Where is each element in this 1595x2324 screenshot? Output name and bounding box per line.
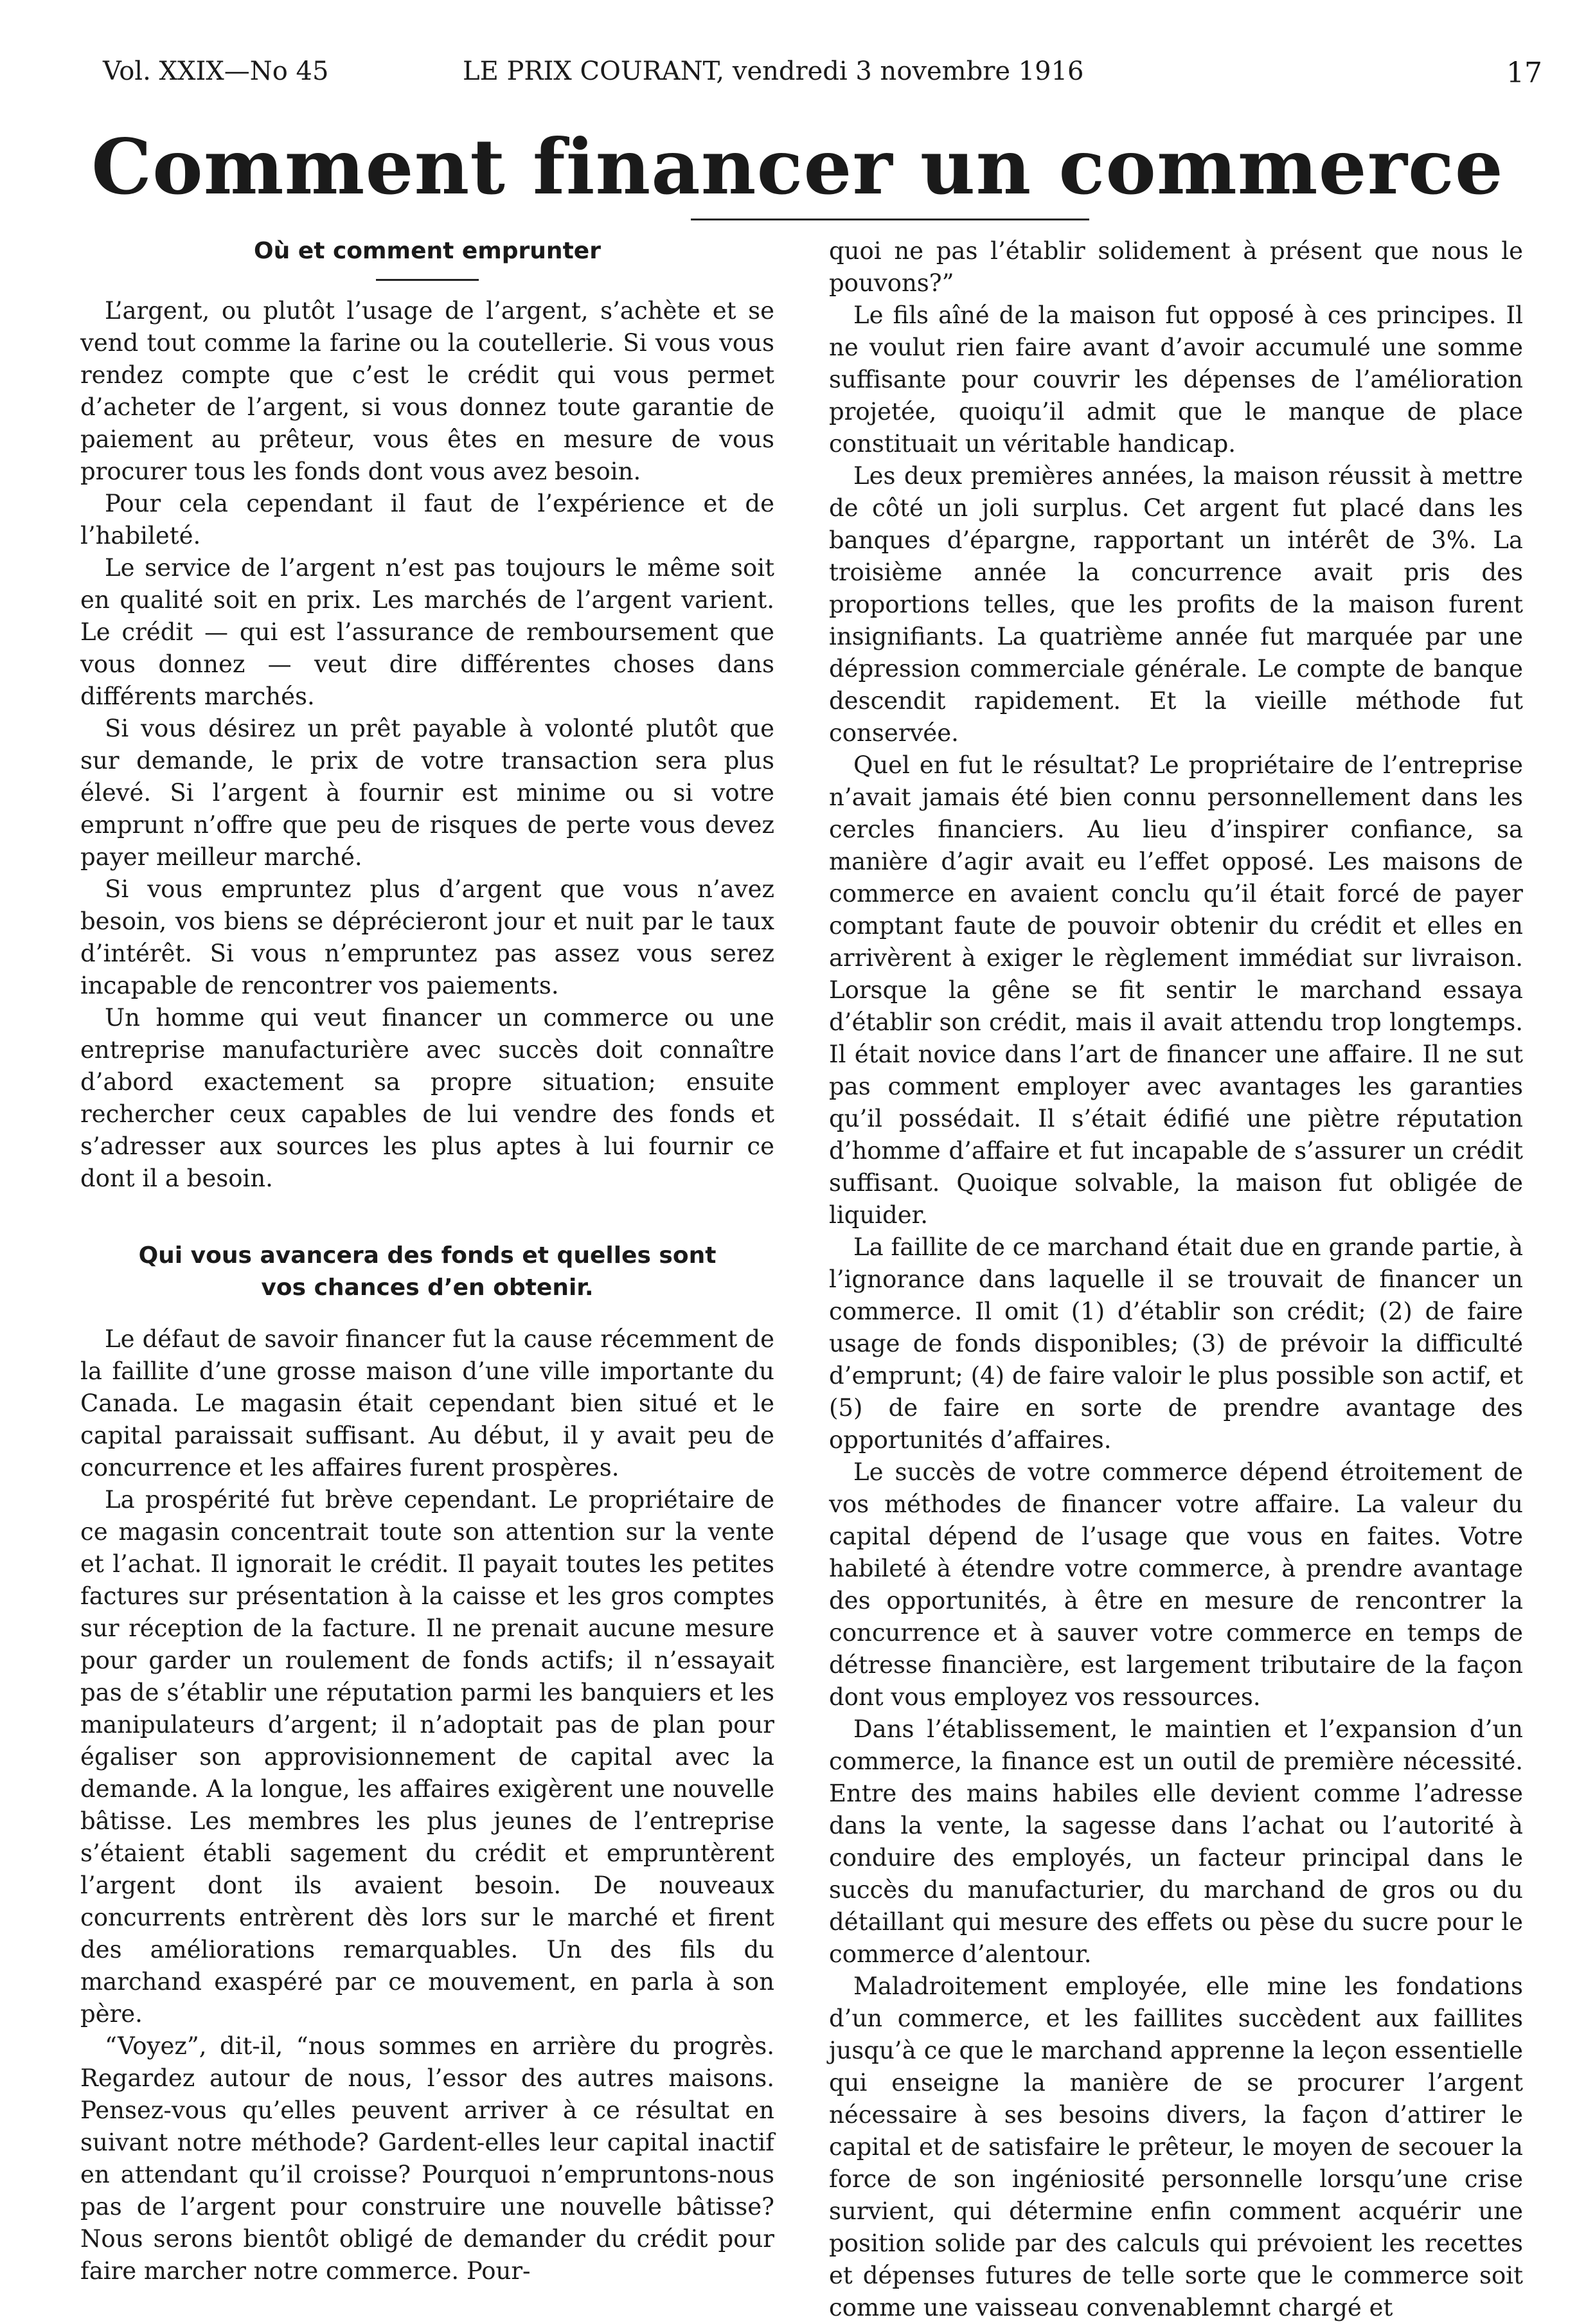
section-heading-where-to-borrow: Où et comment emprunter <box>254 238 601 264</box>
paragraph: Le fils aîné de la maison fut opposé à ces principes. Il ne voulut rien faire avant d’avoir accumulé une somme suffisante pour couvrir les dépenses de l’amélioration projetée, quoiqu’il admit que le manque de place constituait un véritable handicap. <box>829 301 1523 458</box>
article-title: Comment financer un commerce <box>91 122 1504 211</box>
paragraph: “Voyez”, dit-il, “nous sommes en arrière du progrès. Regardez autour de nous, l’essor des autres maisons. Pensez-vous qu’elles peuvent arriver à ce résultat en suivant notre méthode? Gardent-elles leur capital inactif en attendant qu’il croisse? Pourquoi n’empruntons-nous pas de l’argent pour construire une nouvelle bâtisse? Nous serons bientôt obligé de demander du crédit pour faire marcher notre commerce. Pour- <box>80 2032 774 2285</box>
paragraph: Le service de l’argent n’est pas toujours le même soit en qualité soit en prix. Les marchés de l’argent varient. Le crédit — qui est l’assurance de remboursement que vous donnez — veut dire différentes choses dans différents marchés. <box>80 554 774 710</box>
publication-line: LE PRIX COURANT, vendredi 3 novembre 1916 <box>463 57 1084 86</box>
paragraph: Le défaut de savoir financer fut la cause récemment de la faillite d’une grosse maison d’une ville importante du Canada. Le magasin était cependant bien situé et le capital paraissait suffisant. Au début, il y avait peu de concurrence et les affaires furent prospères. <box>80 1325 774 1481</box>
paragraph: Quel en fut le résultat? Le propriétaire de l’entreprise n’avait jamais été bien connu personnellement dans les cercles financiers. Au lieu d’inspirer confiance, sa manière d’agir avait eu l’effet opposé. Les maisons de commerce en avaient conclu qu’il était forcé de payer comptant faute de pouvoir obtenir du crédit et elles en arrivèrent à exiger le règlement immédiat sur livraison. Lorsque la gêne se fit sentir le marchand essaya d’établir son crédit, mais il avait attendu trop longtemps. Il était novice dans l’art de financer une affaire. Il ne sut pas comment employer avec avantages les garanties qu’il possédait. Il s’était édifié une piètre réputation d’homme d’affaire et fut incapable de s’assurer un crédit suffisant. Quoique solvable, la maison fut obligée de liquider. <box>829 751 1523 1229</box>
paragraph: Si vous empruntez plus d’argent que vous n’avez besoin, vos biens se déprécieront jour et nuit par le taux d’intérêt. Si vous n’empruntez pas assez vous serez incapable de rencontrer vos paiements. <box>80 875 774 999</box>
right-column <box>829 235 1523 2324</box>
paragraph: Un homme qui veut financer un commerce ou une entreprise manufacturière avec succès doit connaître d’abord exactement sa propre situation; ensuite rechercher ceux capables de lui vendre des fonds et s’adresser aux sources les plus aptes à lui fournir ce dont il a besoin. <box>80 1004 774 1192</box>
paragraph: Dans l’établissement, le maintien et l’expansion d’un commerce, la finance est un outil de première nécessité. Entre des mains habiles elle devient comme l’adresse dans la vente, la sagesse dans l’achat ou l’autorité à conduire des employés, un facteur principal dans le succès du manufacturier, du marchand de gros ou du détaillant qui mesure des effets ou pèse du sucre pour le commerce d’alentour. <box>829 1715 1523 1968</box>
paragraph: L’argent, ou plutôt l’usage de l’argent, s’achète et se vend tout comme la farine ou la coutellerie. Si vous vous rendez compte que c’est le crédit qui vous permet d’acheter de l’argent, si vous donnez toute garantie de paiement au prêteur, vous êtes en mesure de vous procurer tous les fonds dont vous avez besoin. <box>80 297 774 485</box>
left-column <box>80 235 774 2287</box>
section-heading-who-will-lend: Qui vous avancera des fonds et quelles sont vos chances d’en obtenir. <box>138 1242 717 1301</box>
volume-number: Vol. XXIX—No 45 <box>103 57 329 86</box>
title-divider <box>691 219 1089 220</box>
paragraph: Les deux premières années, la maison réussit à mettre de côté un joli surplus. Cet argent fut placé dans les banques d’épargne, rapportant un intérêt de 3%. La troisième année la concurrence avait pris des proportions telles, que les profits de la maison furent insignifiants. La quatrième année fut marquée par une dépression commerciale générale. Le compte de banque descendit rapidement. Et la vieille méthode fut conservée. <box>829 462 1523 747</box>
paragraph: Si vous désirez un prêt payable à volonté plutôt que sur demande, le prix de votre transaction sera plus élevé. Si l’argent à fournir est minime ou si votre emprunt n’offre que peu de risques de perte vous devez payer meilleur marché. <box>80 715 774 871</box>
page-header <box>103 57 1542 95</box>
paragraph-continued: quoi ne pas l’établir solidement à présent que nous le pouvons?” <box>829 237 1523 297</box>
paragraph: Le succès de votre commerce dépend étroitement de vos méthodes de financer votre affaire. La valeur du capital dépend de l’usage que vous en faites. Votre habileté à étendre votre commerce, à prendre avantage des opportunités, à être en mesure de rencontrer la concurrence et à sauver votre commerce en temps de détresse financière, est largement tributaire de la façon dont vous employez vos ressources. <box>829 1458 1523 1711</box>
page-number: 17 <box>1506 57 1542 89</box>
paragraph: Pour cela cependant il faut de l’expérience et de l’habileté. <box>80 490 774 550</box>
paragraph: Maladroitement employée, elle mine les fondations d’un commerce, et les faillites succèdent aux faillites jusqu’à ce que le marchand apprenne la leçon essentielle qui enseigne la manière de se procurer l’argent nécessaire à ses besoins divers, la façon d’attirer le capital et de satisfaire le prêteur, le moyen de secouer la force de son ingéniosité personnelle lorsqu’une crise survient, qui détermine enfin comment acquérir une position solide par des calculs qui prévoient les recettes et dépenses futures de telle sorte que le commerce soit comme une vaisseau convenablemnt chargé et <box>829 1972 1523 2321</box>
heading-divider <box>376 279 479 281</box>
paragraph: La faillite de ce marchand était due en grande partie, à l’ignorance dans laquelle il se trouvait de financer un commerce. Il omit (1) d’établir son crédit; (2) de faire usage de fonds disponibles; (3) de prévoir la difficulté d’emprunt; (4) de faire valoir le plus possible son actif, et (5) de faire en sorte de prendre avantage des opportunités d’affaires. <box>829 1233 1523 1454</box>
paragraph: La prospérité fut brève cependant. Le propriétaire de ce magasin concentrait toute son attention sur la vente et l’achat. Il ignorait le crédit. Il payait toutes les petites factures sur présentation à la caisse et les gros comptes sur réception de la facture. Il ne prenait aucune mesure pour garder un roulement de fonds actifs; il n’essayait pas de s’établir une réputation parmi les banquiers et les manipulateurs d’argent; il n’adoptait pas de plan pour égaliser son approvisionnement de capital avec la demande. A la longue, les affaires exigèrent une nouvelle bâtisse. Les membres les plus jeunes de l’entreprise s’étaient établi sagement du crédit et empruntèrent l’argent dont ils avaient besoin. De nouveaux concurrents entrèrent dès lors sur le marché et firent des améliorations remarquables. Un des fils du marchand exaspéré par ce mouvement, en parla à son père. <box>80 1486 774 2028</box>
